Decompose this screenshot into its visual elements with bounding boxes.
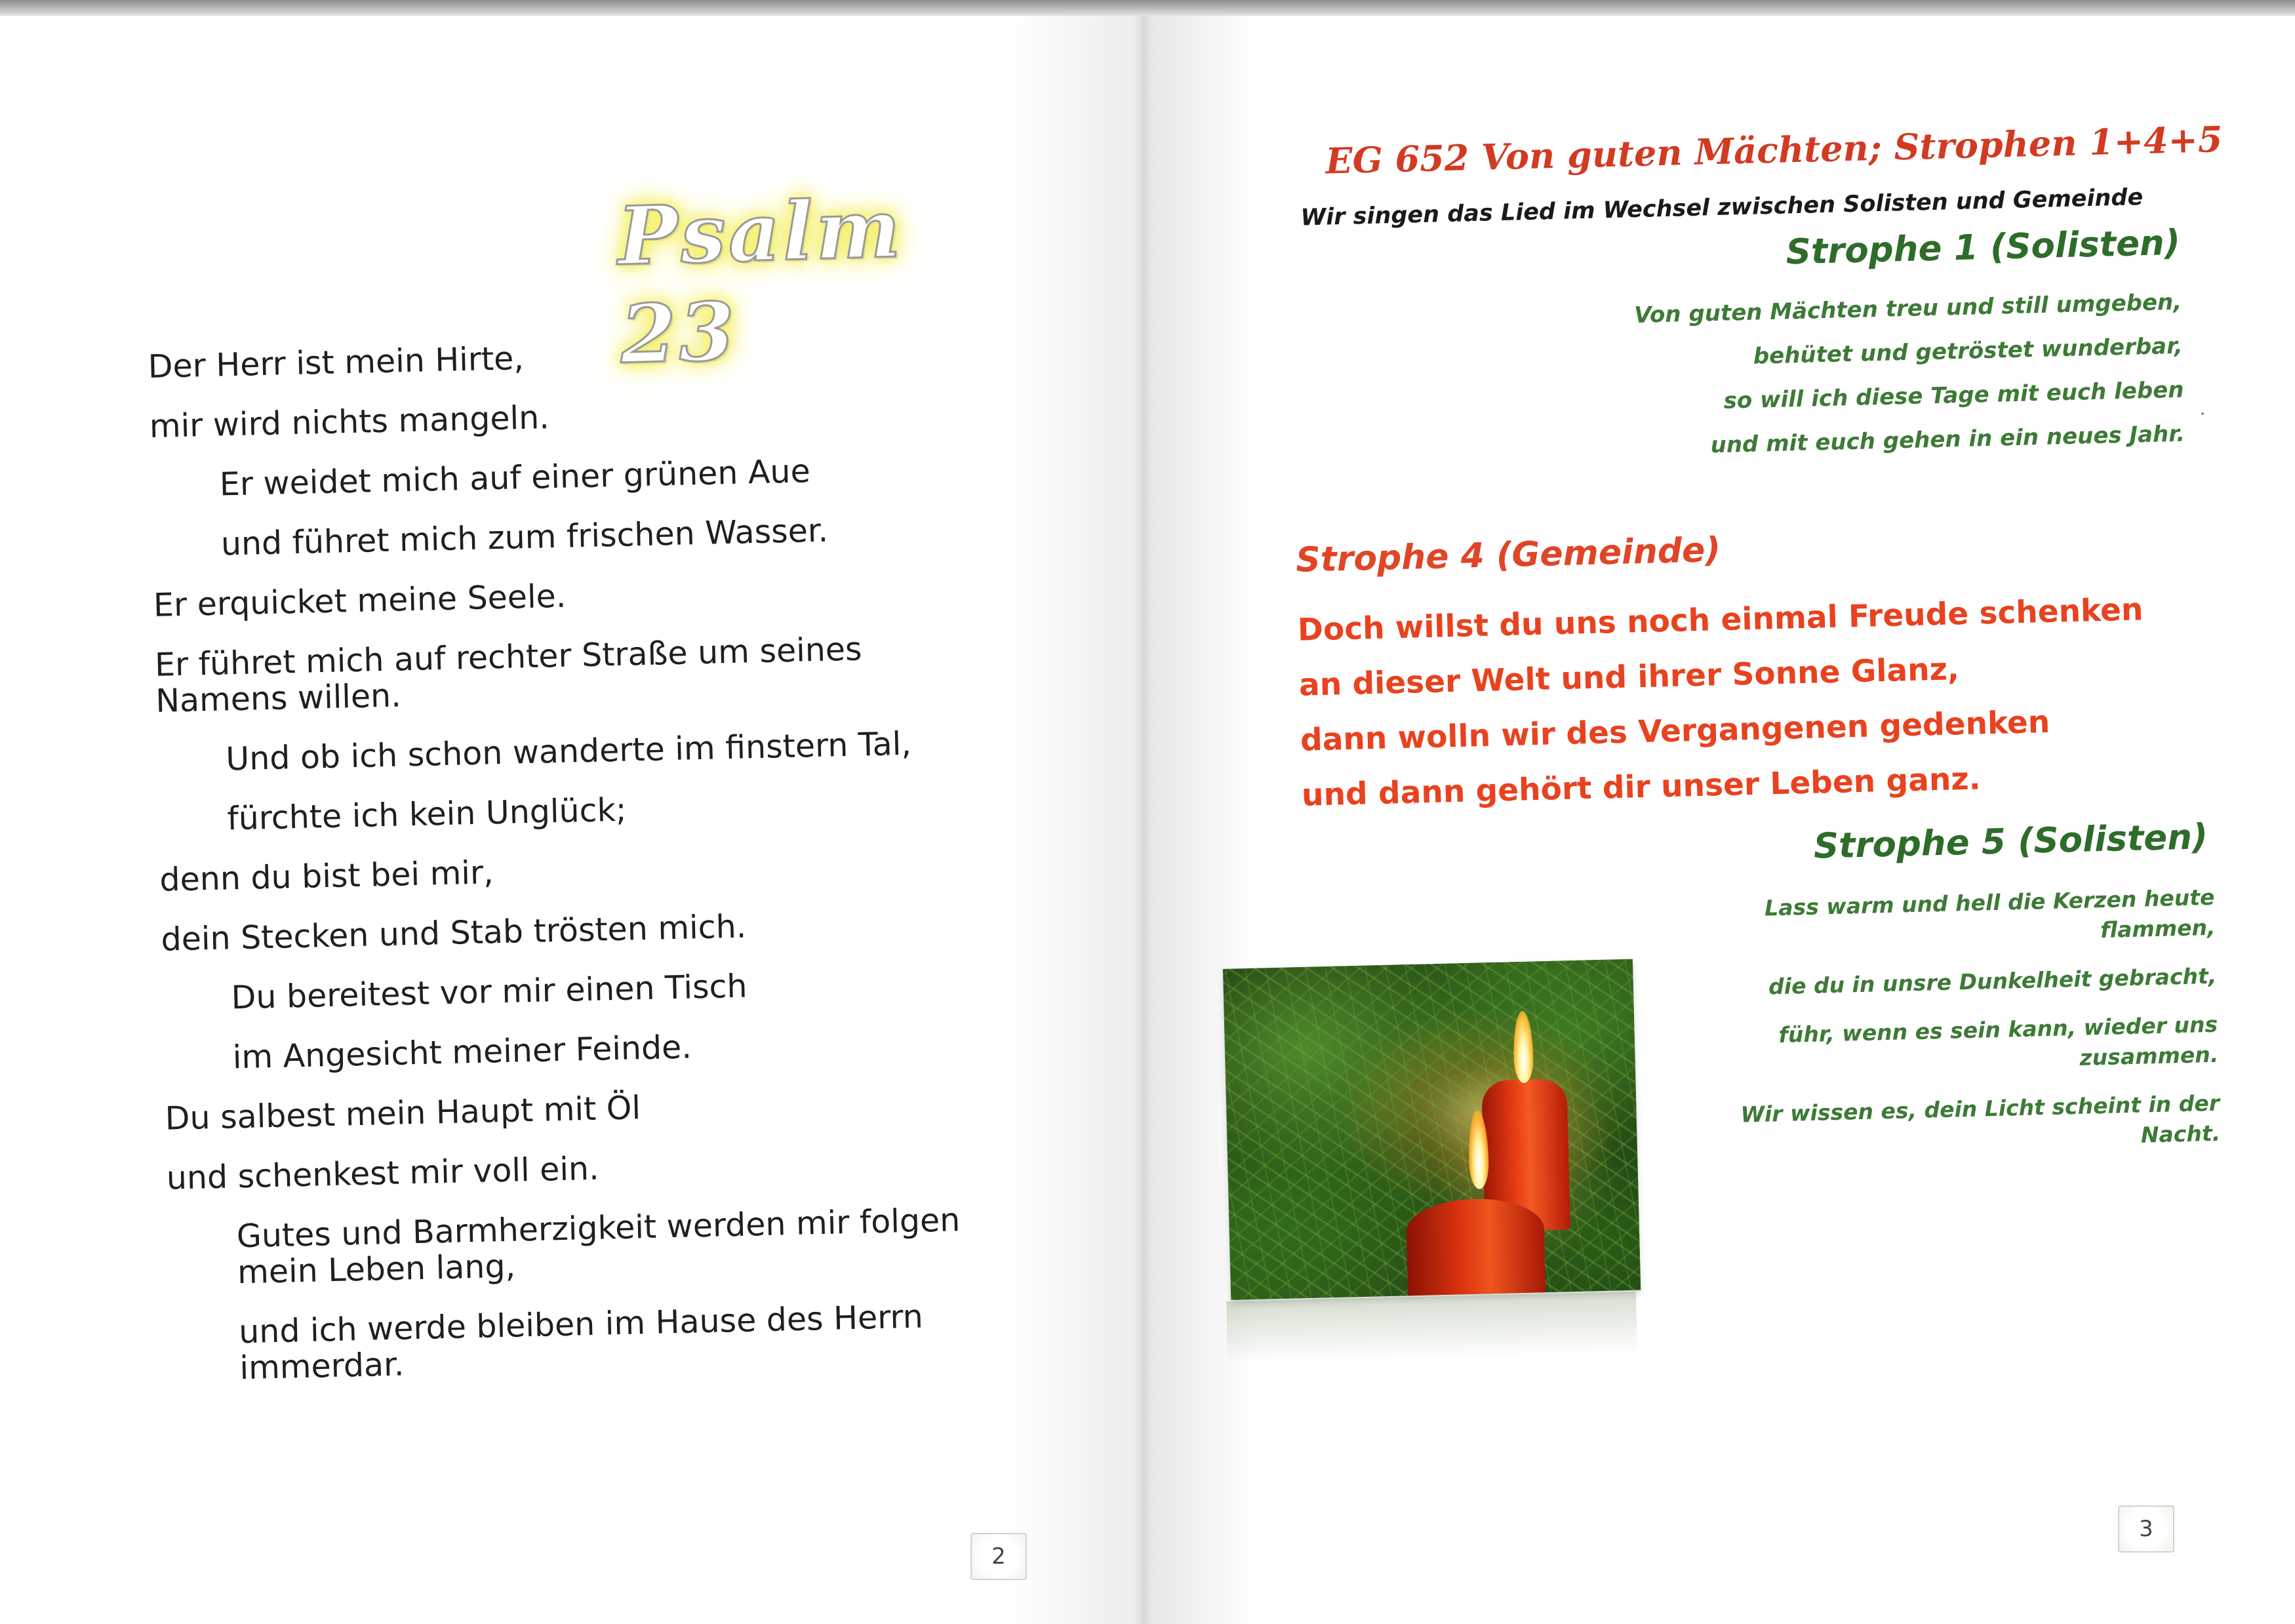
psalm-line: Du bereitest vor mir einen Tisch <box>231 967 748 1017</box>
strophe-line: dann wolln wir des Vergangenen gedenken <box>1300 703 2050 759</box>
hymn-title: EG 652 Von guten Mächten; Strophen 1+4+5 <box>1325 118 2224 182</box>
psalm-line: Er weidet mich auf einer grünen Aue <box>219 452 811 504</box>
strophe-line: behütet und getröstet wunderbar, <box>1753 332 2184 370</box>
psalm-line: Namens willen. <box>155 677 402 720</box>
psalm-line: Der Herr ist mein Hirte, <box>148 339 525 386</box>
strophe-line: Lass warm und hell die Kerzen heute flammen, <box>1764 884 2216 943</box>
strophe-4-heading: Strophe 4 (Gemeinde) <box>1295 530 1721 580</box>
book-spine-shadow <box>1134 16 1151 1624</box>
psalm-line: mein Leben lang, <box>237 1247 516 1292</box>
strophe-1-heading: Strophe 1 (Solisten) <box>1785 222 2181 273</box>
page-number: 2 <box>970 1533 1027 1580</box>
psalm-line: Er führet mich auf rechter Straße um seines <box>154 630 863 684</box>
strophe-line: und dann gehört dir unser Leben ganz. <box>1301 761 1982 814</box>
psalm-line: und schenkest mir voll ein. <box>166 1149 600 1197</box>
psalm-line: und führet mich zum frischen Wasser. <box>220 511 829 563</box>
strophe-line: Wir wissen es, dein Licht scheint in der Nacht. <box>1740 1090 2221 1148</box>
psalm-line: Gutes und Barmherzigkeit werden mir folgen <box>236 1201 961 1256</box>
psalm-line: im Angesicht meiner Feinde. <box>232 1028 692 1077</box>
strophe-line: an dieser Welt und ihrer Sonne Glanz, <box>1298 651 1960 703</box>
hymn-subtitle: Wir singen das Lied im Wechsel zwischen Solisten und Gemeinde <box>1300 184 2144 231</box>
strophe-line: Doch willst du uns noch einmal Freude schenken <box>1297 591 2144 648</box>
strophe-5-heading: Strophe 5 (Solisten) <box>1813 816 2208 867</box>
psalm-line: Du salbest mein Haupt mit Öl <box>165 1089 641 1138</box>
psalm-text <box>148 324 1076 1393</box>
strophe-line: Von guten Mächten treu und still umgeben, <box>1633 288 2182 329</box>
strophe-line: und mit euch gehen in ein neues Jahr. <box>1710 420 2185 459</box>
psalm-line: mir wird nichts mangeln. <box>149 399 550 445</box>
psalm-line: fürchte ich kein Unglück; <box>226 791 627 838</box>
psalm-line: Er erquicket meine Seele. <box>153 577 567 624</box>
psalm-line: und ich werde bleiben im Hause des Herrn <box>238 1297 924 1351</box>
candle-photo <box>1223 959 1641 1300</box>
psalm-title: Psalm 23 <box>616 180 904 382</box>
strophe-line: so will ich diese Tage mit euch leben <box>1723 376 2184 414</box>
strophe-5-text <box>1703 882 2221 1179</box>
scan-top-band <box>0 0 2295 17</box>
scan-dot <box>2201 412 2204 415</box>
psalm-line: denn du bist bei mir, <box>159 854 494 899</box>
strophe-line: führ, wenn es sein kann, wieder uns zusammen. <box>1778 1011 2219 1071</box>
psalm-line: Und ob ich schon wanderte im finstern Tal, <box>225 724 912 778</box>
candle-icon <box>1406 1197 1546 1300</box>
page-number: 3 <box>2118 1505 2174 1553</box>
photo-reflection <box>1226 1292 1637 1364</box>
psalm-line: dein Stecken und Stab trösten mich. <box>160 907 747 959</box>
psalm-line: immerdar. <box>239 1345 405 1387</box>
strophe-line: die du in unsre Dunkelheit gebracht, <box>1768 962 2217 1000</box>
strophe-1-text <box>1526 281 2185 472</box>
strophe-4-text <box>1297 582 2187 823</box>
